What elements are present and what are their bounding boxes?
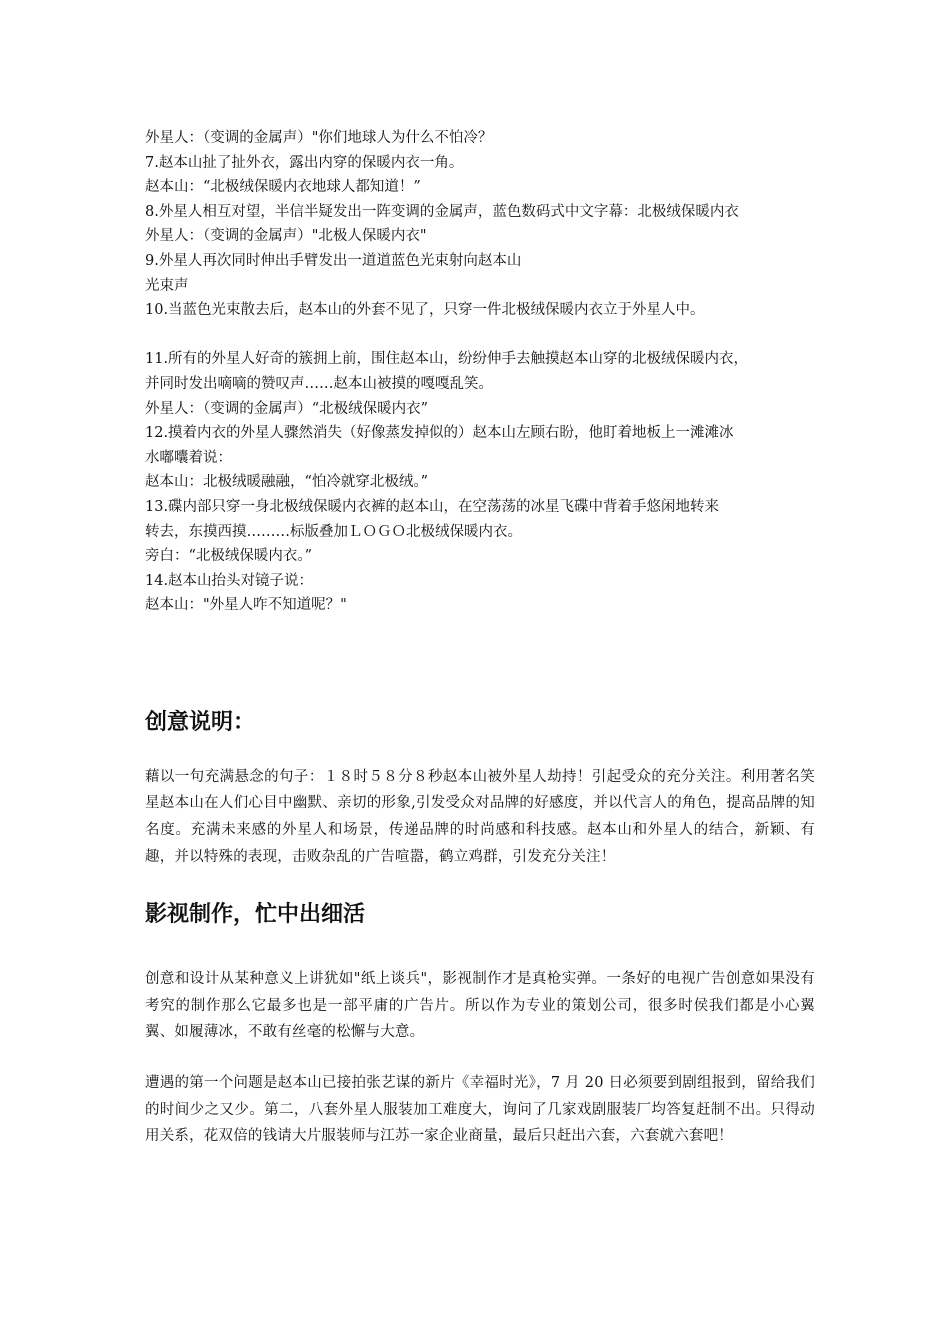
- script-line: 9.外星人再次同时伸出手臂发出一道道蓝色光束射向赵本山: [145, 252, 522, 269]
- script-line: 外星人：（变调的金属声）“北极绒保暖内衣”: [145, 400, 429, 417]
- script-line: 外星人：（变调的金属声）"北极人保暖内衣": [145, 228, 427, 245]
- script-line: 转去，东摸西摸………标版叠加ＬＯＧＯ北极绒保暖内衣。: [145, 523, 522, 540]
- blank-line: [145, 323, 815, 348]
- script-line: 外星人：（变调的金属声）"你们地球人为什么不怕冷？: [145, 130, 493, 146]
- creative-paragraph: 藉以一句充满悬念的句子：１８时５８分８秒赵本山被外星人劫持！引起受众的充分关注。利用著名笑星赵本山在人们心目中幽默、亲切的形象,引发受众对品牌的好感度，并以代言人的角色，提高品牌的知名度。充满未来感的外星人和场景，传递品牌的时尚感和科技感。赵本山和外星人的结合，新颖、有趣，并以特殊的表现，击败杂乱的广告喧嚣，鹤立鸡群，引发充分关注！: [145, 768, 815, 865]
- script-line: 14.赵本山抬头对镜子说：: [145, 572, 314, 589]
- section-heading-production: 影视制作，忙中出细活: [145, 902, 366, 928]
- script-line: 赵本山：“北极绒保暖内衣地球人都知道！”: [145, 179, 421, 196]
- script-line: 8.外星人相互对望，半信半疑发出一阵变调的金属声，蓝色数码式中文字幕：北极绒保暖内衣: [145, 203, 739, 220]
- script-line: 水嘟囔着说：: [145, 449, 232, 466]
- script-line: 光束声: [145, 277, 189, 294]
- script-block: [145, 126, 815, 618]
- production-paragraph-2: 遭遇的第一个问题是赵本山已接拍张艺谋的新片《幸福时光》，7 月 20 日必须要到剧组报到，留给我们的时间少之又少。第二，八套外星人服装加工难度大，询问了几家戏剧服装厂均答复赶制不出。只得动用关系，花双倍的钱请大片服装师与江苏一家企业商量，最后只赶出六套，六套就六套吧！: [145, 1075, 815, 1145]
- script-line: 旁白：“北极绒保暖内衣。”: [145, 548, 313, 565]
- script-line: 11.所有的外星人好奇的簇拥上前，围住赵本山，纷纷伸手去触摸赵本山穿的北极绒保暖内衣，: [145, 351, 749, 368]
- section-heading-creative: 创意说明：: [145, 709, 256, 735]
- script-line: 13.碟内部只穿一身北极绒保暖内衣裤的赵本山，在空荡荡的冰星飞碟中背着手悠闲地转来: [145, 498, 720, 515]
- script-line: 赵本山："外星人咋不知道呢？": [145, 597, 347, 614]
- document-page: [145, 126, 815, 1150]
- script-line: 并同时发出嘀嘀的赞叹声……赵本山被摸的嘎嘎乱笑。: [145, 375, 493, 392]
- script-line: 10.当蓝色光束散去后，赵本山的外套不见了，只穿一件北极绒保暖内衣立于外星人中。: [145, 302, 705, 319]
- production-paragraph-1: 创意和设计从某种意义上讲犹如"纸上谈兵"，影视制作才是真枪实弹。一条好的电视广告创意如果没有考究的制作那么它最多也是一部平庸的广告片。所以作为专业的策划公司，很多时侯我们都是小心翼翼、如履薄冰，不敢有丝毫的松懈与大意。: [145, 971, 815, 1041]
- script-line: 赵本山：北极绒暖融融，“怕冷就穿北极绒。”: [145, 474, 429, 491]
- script-line: 12.摸着内衣的外星人骤然消失（好像蒸发掉似的）赵本山左顾右盼，他盯着地板上一滩滩冰: [145, 425, 734, 442]
- script-line: 7.赵本山扯了扯外衣，露出内穿的保暖内衣一角。: [145, 154, 464, 171]
